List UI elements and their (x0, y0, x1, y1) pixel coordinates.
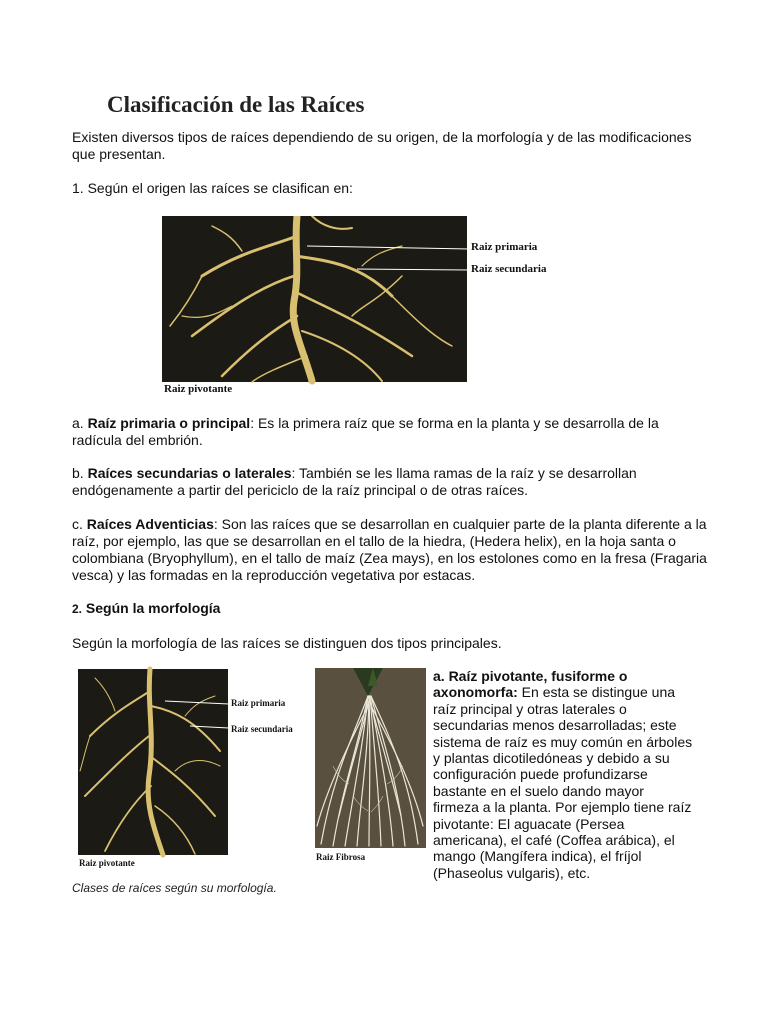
fig2-label-secondary: Raiz secundaria (231, 724, 293, 734)
fig1-label-secondary: Raiz secundaria (471, 263, 547, 275)
figure-fibrous-root (313, 666, 428, 876)
fig2-label-pivot: Raiz pivotante (79, 858, 135, 868)
fig1-label-pivot: Raiz pivotante (164, 383, 233, 395)
figure-taproot-morphology (75, 666, 297, 874)
item-c-prefix: c. (72, 516, 87, 532)
intro-paragraph: Existen diversos tipos de raíces dependiendo de su origen, de la morfología y de las modificaciones que presentan. (72, 129, 692, 162)
fig3-label: Raiz Fibrosa (316, 852, 366, 862)
item-b (72, 465, 712, 499)
item-a-term: Raíz primaria o principal (87, 415, 251, 431)
item-b-text: : También se les llama ramas de la raíz y se desarrollan endógenamente a partir del periciclo de la raíz principal o de otras raíces. (72, 465, 637, 498)
item-c (72, 516, 712, 584)
fig1-label-primary: Raiz primaria (471, 241, 538, 253)
pivot-description-term: a. Raíz pivotante, fusiforme o axonomorfa: (433, 668, 628, 701)
item-c-term: Raíces Adventicias (86, 516, 214, 532)
item-a (72, 415, 712, 449)
figure-taproot-origin (162, 216, 598, 398)
page-title: Clasificación de las Raíces (107, 92, 365, 117)
item-a-prefix: a. (72, 415, 88, 431)
section1-heading: 1. Según el origen las raíces se clasifican en: (72, 180, 353, 196)
figure-caption: Clases de raíces según su morfología. (72, 881, 277, 895)
section2-intro: Según la morfología de las raíces se distinguen dos tipos principales. (72, 635, 502, 651)
section2-heading (72, 600, 712, 618)
pivot-description-text: En esta se distingue una raíz principal y otras laterales o secundarias menos desarrolladas; este sistema de raíz es muy común en árboles y plantas dicotiledóneas y debido a su configuración puede profundizarse bastante en el suelo dando mayor firmeza a la planta. Por ejemplo tiene raíz pivotante: El aguacate (Persea americana), el café (Coffea arábica), el mango (Mangífera indica), el fríjol (Phaseolus vulgaris), etc. (433, 684, 693, 881)
section2-heading-text: Según la morfología (82, 600, 221, 616)
section2-number: 2. (72, 602, 83, 616)
fibrous-root-image (313, 666, 428, 876)
item-a-text: : Es la primera raíz que se forma en la planta y se desarrolla de la radícula del embrión. (72, 415, 659, 448)
pivot-description (433, 668, 693, 881)
item-b-term: Raíces secundarias o laterales (87, 465, 292, 481)
fig2-label-primary: Raiz primaria (231, 698, 286, 708)
item-b-prefix: b. (72, 465, 88, 481)
item-c-text: : Son las raíces que se desarrollan en cualquier parte de la planta diferente a la raíz, por ejemplo, las que se desarrollan en el tallo de la hiedra, (Hedera helix), en la hoja santa o colombiana (Bryophyllum), en el tallo de maíz (Zea mays), en los estolones como en la fresa (Fragaria vesca) y las formadas en la reproducción vegetativa por estacas. (72, 516, 707, 583)
